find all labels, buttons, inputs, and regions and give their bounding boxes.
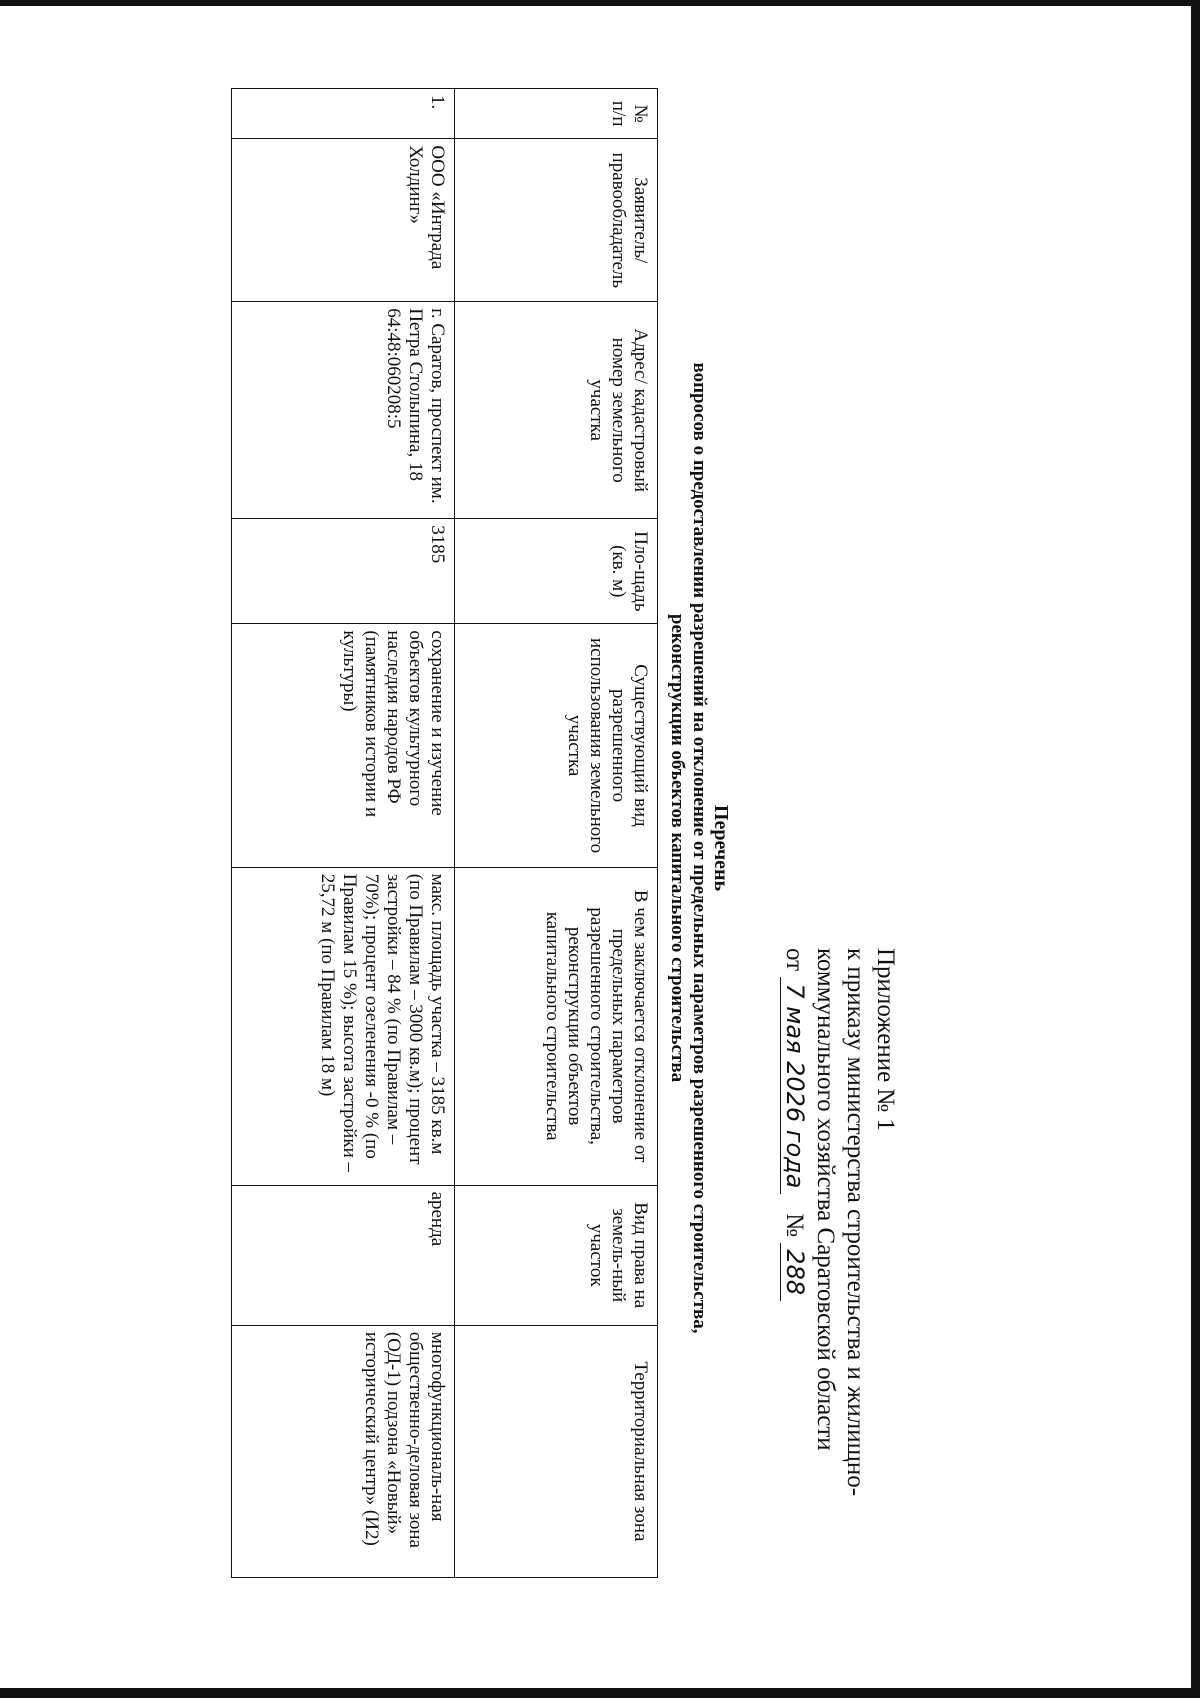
header-area: Пло-щадь (кв. м) (455, 519, 658, 624)
header-deviation: В чем заключается отклонение от предельных параметров разрешенного строительства, реконструкции объектов капитального строительства (455, 867, 658, 1185)
header-num: № п/п (455, 89, 658, 139)
document-page (228, 88, 908, 1608)
appendix-title: Приложение № 1 (872, 948, 899, 1132)
header-use: Существующий вид разрешенного использования земельного участка (455, 624, 658, 867)
cell-use: сохранение и изучение объектов культурного наследия народов РФ (памятников истории и культуры) (232, 624, 455, 867)
table-row (232, 89, 455, 1578)
scan-border-bottom (0, 1688, 1200, 1698)
cell-address: г. Саратов, проспект им. Петра Столыпина, 18 64:48:060208:5 (232, 302, 455, 519)
cell-deviation: макс. площадь участка – 3185 кв.м (по Правилам – 3000 кв.м); процент застройки – 84 % (по Правилам – 70%); процент озеленения -0 % (по Правилам 15 %); высота застройки – 25,72 м (по Правилам 18 м) (232, 867, 455, 1185)
scan-border-right (1191, 0, 1200, 1698)
number-prefix: № (781, 1213, 808, 1238)
handwritten-number: 288 (780, 1243, 809, 1301)
title-line-1: Перечень (710, 804, 732, 892)
cell-applicant: ООО «Интрада Холдинг» (232, 139, 455, 302)
cell-right: аренда (232, 1185, 455, 1325)
cell-zone: многофункциональ-ная общественно-деловая зона (ОД-1) подзона «Новый» исторический центр» (И2) (232, 1325, 455, 1577)
header-address: Адрес/ кадастровый номер земельного участка (455, 302, 658, 519)
date-prefix: от (781, 948, 808, 972)
title-line-2: вопросов о предоставлении разрешений на отклонение от предельных параметров разрешенного строительства, (689, 362, 710, 1334)
cell-area: 3185 (232, 519, 455, 624)
header-right: Вид права на земель-ный участок (455, 1185, 658, 1325)
appendix-date-line (779, 948, 810, 1588)
appendix-ministry-line: коммунального хозяйства Саратовской области (812, 948, 839, 1451)
document-title (666, 88, 732, 1608)
scan-border-top (0, 0, 1200, 6)
header-applicant: Заявитель/ правообладатель (455, 139, 658, 302)
permits-table (231, 88, 658, 1578)
appendix-order-line: к приказу министерства строительства и жилищно- (842, 948, 869, 1497)
appendix-block (779, 948, 900, 1588)
handwritten-date: 7 мая 2026 года (780, 977, 809, 1194)
title-line-3: реконструкции объектов капитального строительства (667, 613, 688, 1083)
header-zone: Территориальная зона (455, 1325, 658, 1577)
cell-num: 1. (232, 89, 455, 139)
table-header-row (455, 89, 658, 1578)
